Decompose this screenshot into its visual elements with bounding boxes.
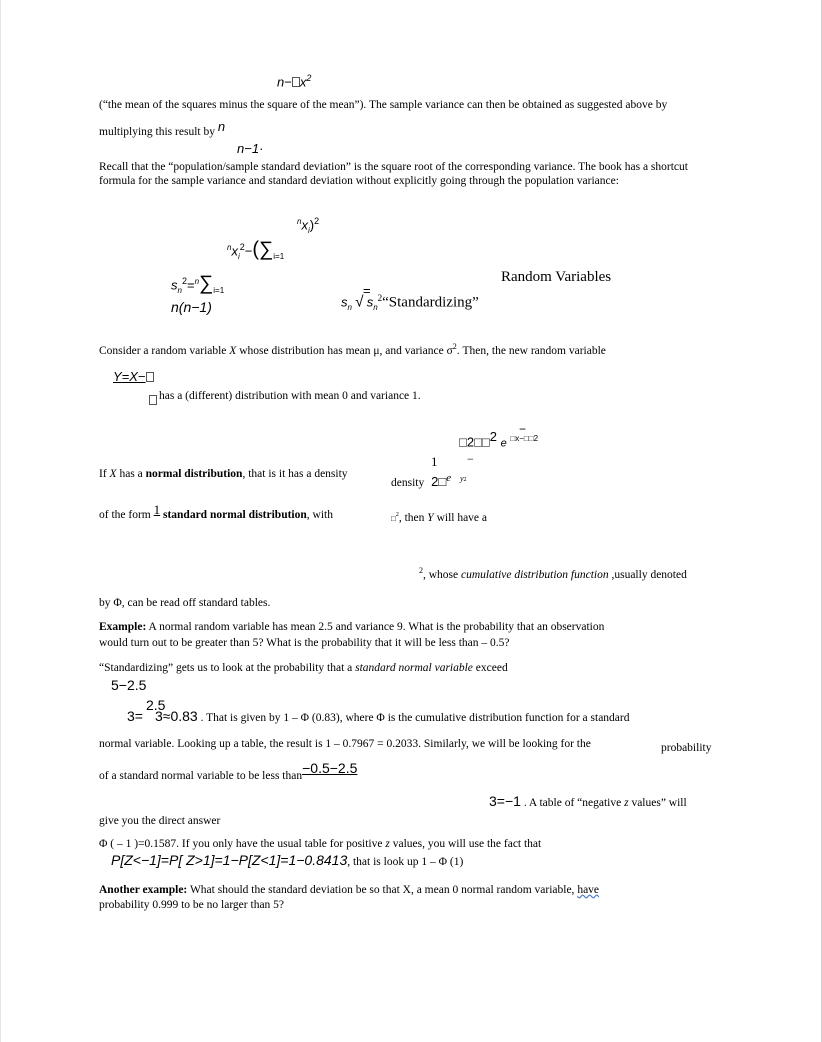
box-sq: □ bbox=[391, 514, 396, 523]
has-a-text: has a bbox=[119, 468, 143, 480]
n-minus-1-text: n−1 bbox=[237, 141, 260, 156]
normal-distribution-term: normal distribution bbox=[145, 468, 243, 480]
if-x-var: X bbox=[109, 468, 117, 480]
n-minus-1-dot: · bbox=[259, 141, 264, 156]
another-example-line-2: probability 0.999 to be no larger than 5? bbox=[99, 899, 285, 911]
look-up-text: , that is look up 1 – Φ (1) bbox=[347, 856, 464, 868]
standardizing-gets: “Standardizing” gets us to look at the probability that a bbox=[99, 662, 353, 674]
three-approx: 3≈0.83 bbox=[154, 708, 198, 724]
standard-normal-var: standard normal variable bbox=[355, 662, 473, 674]
placeholder-box-mu bbox=[146, 372, 154, 382]
consider-sq: 2 bbox=[452, 342, 457, 351]
sigma-icon-2: ∑ bbox=[199, 272, 214, 295]
density-num: □2□□ bbox=[459, 434, 490, 450]
three-eq-neg1: 3=−1 bbox=[489, 793, 521, 809]
formula-denominator: n(n−1) bbox=[171, 299, 212, 315]
density-minus-top: − bbox=[519, 422, 527, 436]
formula-sup-2: 2 bbox=[306, 73, 312, 83]
formula-n-sup-3: n bbox=[194, 277, 200, 286]
consider-rest: whose distribution has mean μ, and variance σ bbox=[239, 344, 453, 357]
standard-normal-term: standard normal distribution bbox=[162, 509, 307, 521]
formula-sn-sq-2: 2 bbox=[377, 293, 383, 303]
density-exp-sq: 2 bbox=[533, 434, 539, 443]
consider-x: X bbox=[229, 344, 237, 357]
whose-text: , whose bbox=[423, 568, 459, 581]
formula-minus-2: − bbox=[244, 243, 253, 259]
form-one: 1 bbox=[153, 502, 161, 517]
formula-xi-sq: 2 bbox=[239, 242, 245, 252]
density-dash: − bbox=[467, 452, 474, 466]
example-text-1: A normal random variable has mean 2.5 and variance 9. What is the probability that an observation bbox=[148, 621, 605, 633]
multiply-text: multiplying this result by bbox=[99, 126, 215, 138]
usually-denoted: ,usually denoted bbox=[611, 568, 687, 581]
formula-sn-sub-2: n bbox=[373, 302, 378, 312]
formula-i-sub-2: i bbox=[237, 251, 240, 261]
formula-s: s bbox=[171, 277, 178, 293]
consider-line bbox=[99, 342, 606, 358]
negative-z-line bbox=[489, 794, 687, 810]
if-x-line bbox=[99, 467, 348, 481]
prob-equation-line bbox=[111, 853, 463, 869]
frac-2-5: 2.5 bbox=[146, 697, 166, 713]
less-than-line bbox=[99, 760, 358, 783]
formula-i-sub: i bbox=[307, 225, 310, 235]
consider-text: Consider a random variable bbox=[99, 344, 227, 357]
whose-sq: 2 bbox=[419, 566, 423, 575]
formula-x: x bbox=[299, 74, 307, 90]
given-by-line bbox=[127, 709, 630, 725]
given-by-text: . That is given by 1 – Φ (0.83), where Φ is the cumulative distribution function for a bbox=[200, 712, 588, 724]
multiply-line bbox=[99, 119, 226, 139]
form-line bbox=[99, 502, 333, 522]
formula-eq-x-minus: =X− bbox=[121, 369, 146, 384]
values-fact-text: values, you will use the fact that bbox=[392, 838, 542, 850]
probability-word: probability bbox=[661, 742, 712, 754]
formula-eq-above: = bbox=[363, 283, 371, 298]
formula-sn-sq bbox=[171, 272, 225, 295]
density-top bbox=[459, 430, 538, 450]
whose-line bbox=[419, 566, 687, 582]
formula-n-sup: n bbox=[297, 217, 302, 226]
exceed-text: exceed bbox=[475, 662, 508, 674]
formula-sq: 2 bbox=[314, 216, 320, 226]
heading-random-variables: Random Variables bbox=[501, 269, 612, 285]
formula-sqrt-row bbox=[341, 293, 479, 312]
density-y: y bbox=[459, 474, 464, 483]
if-text: If bbox=[99, 468, 107, 480]
formula-open-paren: ( bbox=[252, 238, 260, 261]
example-line-1 bbox=[99, 620, 604, 634]
recall-line-2: formula for the sample variance and standard deviation without explicitly going through the population variance: bbox=[99, 175, 619, 187]
z-var-2: z bbox=[385, 838, 390, 850]
formula-n-sub: n bbox=[177, 285, 182, 295]
phi-neg1-text: Φ ( – 1 )=0.1587. If you only have the usual table for positive bbox=[99, 838, 383, 850]
recall-line-1: Recall that the “population/sample standard deviation” is the square root of the corresponding variance. The book has a shortcut bbox=[99, 161, 688, 173]
standardizing-line bbox=[99, 661, 508, 675]
another-example-label: Another example: bbox=[99, 884, 188, 896]
formula-paren: ) bbox=[309, 217, 315, 233]
formula-s-sq: 2 bbox=[181, 276, 187, 286]
phi-neg1-line bbox=[99, 837, 541, 851]
frac-5-minus-2-5: 5−2.5 bbox=[111, 677, 147, 693]
by-phi-line: by Φ, can be read off standard tables. bbox=[99, 597, 271, 609]
formula-xi-2: x bbox=[231, 243, 238, 259]
have-word: have bbox=[577, 884, 600, 896]
formula-xi: x bbox=[301, 217, 308, 233]
another-example-text: What should the standard deviation be so that X, a mean 0 normal random variable, bbox=[189, 884, 575, 896]
formula-sn-sub: n bbox=[347, 302, 352, 312]
consider-end: . Then, the new random variable bbox=[456, 344, 606, 357]
formula-eq: = bbox=[186, 277, 195, 293]
less-than-text: of a standard normal variable to be less than bbox=[99, 770, 303, 782]
normal-variable-line: normal variable. Looking up a table, the result is 1 – 0.7967 = 0.2033. Similarly, we will be looking for the bbox=[99, 738, 591, 750]
density-rest-text: , that is it has a density bbox=[242, 468, 348, 480]
density-label: density bbox=[391, 476, 425, 489]
formula-sn-2: s bbox=[366, 294, 374, 310]
formula-xi-sq-top bbox=[297, 216, 319, 235]
placeholder-box-sigma bbox=[149, 395, 157, 405]
density-e2: e bbox=[446, 472, 452, 484]
density-two-box: 2□ bbox=[431, 473, 447, 489]
of-the-form: of the form bbox=[99, 509, 151, 521]
formula-i-eq-1: i=1 bbox=[273, 251, 285, 261]
density-label-row bbox=[391, 471, 467, 490]
values-will-text: values” will bbox=[631, 797, 687, 809]
placeholder-box bbox=[292, 77, 300, 87]
sigma-icon: ∑ bbox=[259, 238, 274, 261]
has-distribution-text: has a (different) distribution with mean 0 and variance 1. bbox=[159, 390, 421, 402]
formula-i-eq-1-b: i=1 bbox=[213, 285, 225, 295]
example-line-2: would turn out to be greater than 5? What is the probability that it will be less than – 0.5? bbox=[99, 637, 510, 649]
sqrt-icon: √ bbox=[355, 293, 364, 311]
with-text: , with bbox=[306, 509, 333, 521]
density-two: 2 bbox=[489, 429, 498, 444]
neg-fraction: −0.5−2.5 bbox=[302, 760, 358, 776]
box-sq-2: 2 bbox=[395, 512, 399, 519]
standard-word: standard bbox=[590, 712, 630, 724]
standardizing-heading: “Standardizing” bbox=[382, 294, 479, 311]
has-distribution-line bbox=[149, 389, 421, 405]
formula-sum-row bbox=[227, 238, 285, 261]
n-minus-1 bbox=[237, 142, 263, 156]
formula-n-sup-2: n bbox=[227, 243, 232, 252]
another-example-line-1 bbox=[99, 883, 599, 897]
formula-y: Y bbox=[113, 369, 122, 384]
give-direct-line: give you the direct answer bbox=[99, 815, 221, 827]
z-var: z bbox=[624, 797, 629, 809]
formula-minus: − bbox=[284, 74, 292, 90]
table-neg-text: . A table of “negative bbox=[523, 797, 622, 809]
example-label: Example: bbox=[99, 621, 147, 633]
then-y-var: Y bbox=[427, 512, 434, 524]
formula-top bbox=[277, 73, 311, 89]
cdf-term: cumulative distribution function bbox=[461, 568, 609, 581]
three-eq: 3= bbox=[127, 708, 143, 724]
formula-n: n bbox=[277, 74, 285, 90]
will-have-a: will have a bbox=[436, 512, 488, 524]
density-one: 1 bbox=[431, 454, 438, 469]
formula-sn: s bbox=[341, 294, 348, 310]
density-y-sq: 2 bbox=[463, 477, 467, 483]
mean-squares-note: (“the mean of the squares minus the square of the mean”). The sample variance can then be obtained as suggested above by bbox=[99, 99, 668, 111]
density-exp: □x−□□ bbox=[510, 434, 534, 443]
then-text: , then bbox=[398, 512, 425, 524]
multiply-n: n bbox=[217, 119, 226, 134]
then-y-line bbox=[391, 511, 487, 525]
prob-equation: P[Z<−1]=P[ Z>1]=1−P[Z<1]=1−0.8413 bbox=[111, 852, 348, 868]
density-e: e bbox=[500, 437, 507, 450]
formula-y-eq bbox=[113, 370, 154, 384]
